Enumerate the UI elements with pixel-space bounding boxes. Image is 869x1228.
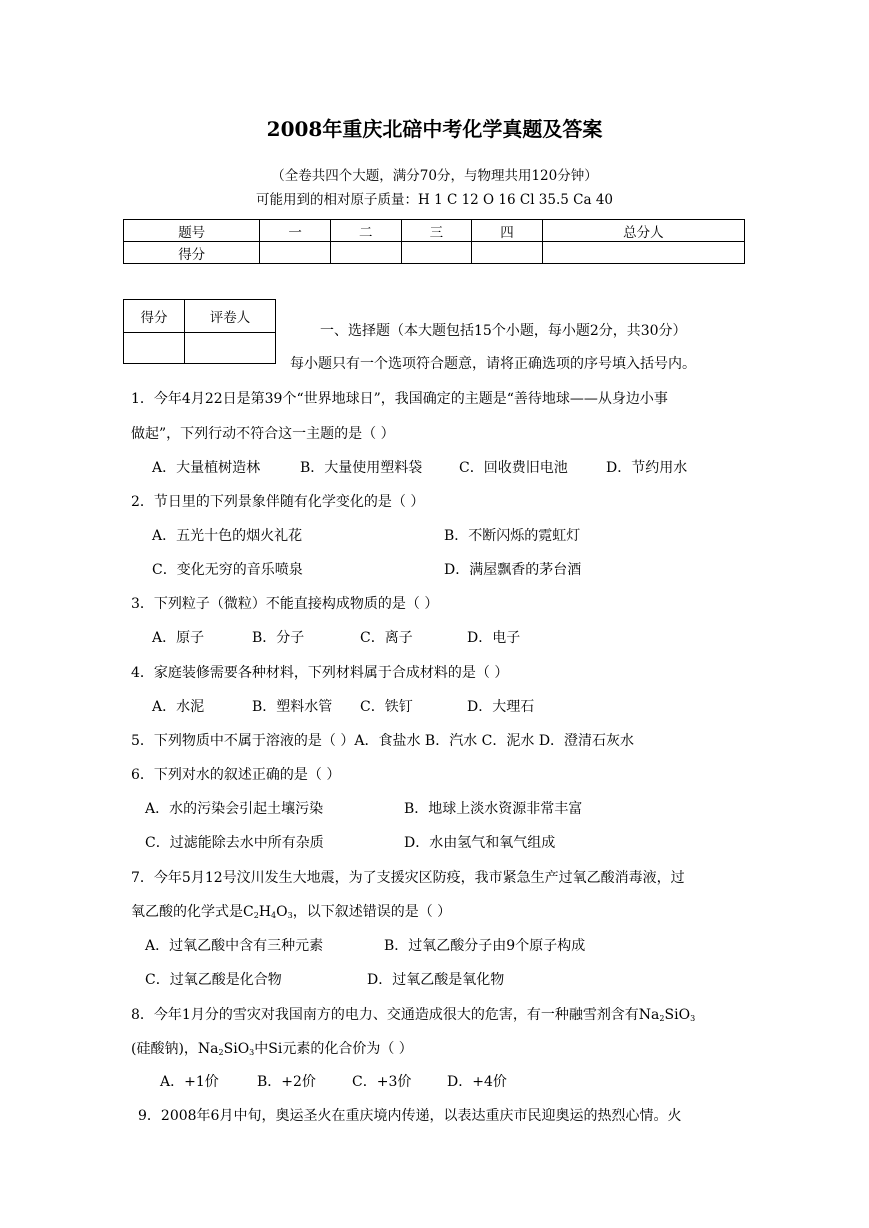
question-3-option-a: A．原子 (152, 630, 205, 646)
question-8-option-b: B．+2价 (257, 1074, 316, 1090)
question-3-option-c: C．离子 (360, 630, 413, 646)
score-header-cell: 三 (401, 220, 472, 242)
question-6-stem: 6．下列对水的叙述正确的是（ ） (131, 767, 341, 783)
question-8-text-after-formula: 中Si元素的化合价为（ ） (254, 1041, 413, 1057)
grader-score-cell (124, 333, 185, 364)
question-5-stem: 5．下列物质中不属于溶液的是（ ）A．食盐水 B．汽水 C．泥水 D．澄清石灰水 (131, 733, 635, 749)
question-6-option-a: A．水的污染会引起土壤污染 (145, 801, 324, 817)
score-cell (542, 242, 744, 264)
question-3-option-b: B．分子 (252, 630, 305, 646)
page-title: 2008年重庆北碚中考化学真题及答案 (266, 117, 603, 141)
question-7-text-before-formula: 氧乙酸的化学式是C (131, 904, 254, 920)
formula-element: H (258, 904, 272, 920)
question-4-option-b: B．塑料水管 (252, 699, 333, 715)
formula-element: SiO (223, 1041, 250, 1057)
question-7-option-d: D．过氧乙酸是氧化物 (367, 972, 505, 988)
score-header-cell: 四 (472, 220, 543, 242)
formula-subscript: 2 (253, 911, 259, 920)
question-2-stem: 2．节日里的下列景象伴随有化学变化的是（ ） (131, 494, 425, 510)
question-7-option-b: B．过氧乙酸分子由9个原子构成 (384, 938, 586, 954)
grader-score-label: 得分 (124, 300, 185, 333)
question-8-text-before-formula: (硅酸钠)，Na (131, 1041, 219, 1057)
question-1-option-a: A．大量植树造林 (152, 460, 261, 476)
question-7-line-2 (131, 901, 451, 921)
question-8-text-before-formula: 8．今年1月分的雪灾对我国南方的电力、交通造成很大的危害，有一种融雪剂含有Na (131, 1007, 660, 1023)
exam-info: （全卷共四个大题，满分70分，与物理共用120分钟） (271, 168, 598, 184)
formula-subscript: 3 (690, 1014, 696, 1023)
question-2-option-d: D．满屋飘香的茅台酒 (444, 562, 582, 578)
question-8-option-c: C．+3价 (352, 1074, 412, 1090)
score-header-cell: 总分人 (542, 220, 744, 242)
grader-table (123, 299, 276, 364)
score-header-cell: 一 (260, 220, 331, 242)
score-table (123, 219, 745, 264)
formula-element: O (276, 904, 288, 920)
question-2-option-a: A．五光十色的烟火礼花 (152, 528, 303, 544)
question-8-option-a: A．+1价 (160, 1074, 219, 1090)
question-8-line-1 (131, 1004, 695, 1024)
atomic-masses: 可能用到的相对原子质量：H 1 C 12 O 16 Cl 35.5 Ca 40 (256, 192, 613, 208)
question-1-line-1: 1．今年4月22日是第39个“世界地球日”，我国确定的主题是“善待地球——从身边小事 (131, 391, 668, 407)
question-1-option-d: D．节约用水 (606, 460, 688, 476)
formula-subscript: 2 (218, 1048, 224, 1057)
score-cell (472, 242, 543, 264)
grader-name-label: 评卷人 (185, 300, 276, 333)
score-cell (260, 242, 331, 264)
question-7-option-a: A．过氧乙酸中含有三种元素 (145, 938, 324, 954)
question-8-option-d: D．+4价 (447, 1074, 507, 1090)
question-2-option-c: C．变化无穷的音乐喷泉 (152, 562, 303, 578)
score-table-header-row (124, 220, 745, 242)
question-4-stem: 4．家庭装修需要各种材料，下列材料属于合成材料的是（ ） (131, 665, 509, 681)
section-heading: 一、选择题（本大题包括15个小题，每小题2分，共30分） (320, 323, 687, 339)
question-6-option-d: D．水由氢气和氧气组成 (404, 835, 556, 851)
score-header-cell: 题号 (124, 220, 260, 242)
question-6-option-c: C．过滤能除去水中所有杂质 (145, 835, 324, 851)
formula-subscript: 3 (287, 911, 293, 920)
formula-subscript: 4 (271, 911, 277, 920)
question-4-option-d: D．大理石 (467, 699, 535, 715)
score-cell (401, 242, 472, 264)
score-cell (330, 242, 401, 264)
question-3-stem: 3．下列粒子（微粒）不能直接构成物质的是（ ） (131, 596, 439, 612)
question-7-option-c: C．过氧乙酸是化合物 (145, 972, 282, 988)
section-instruction: 每小题只有一个选项符合题意，请将正确选项的序号填入括号内。 (290, 356, 696, 372)
formula-subscript: 2 (659, 1014, 665, 1023)
question-6-option-b: B．地球上淡水资源非常丰富 (404, 801, 583, 817)
question-7-line-1: 7．今年5月12号汶川发生大地震，为了支援灾区防疫，我市紧急生产过氧乙酸消毒液，过 (131, 870, 685, 886)
question-1-line-2: 做起”，下列行动不符合这一主题的是（ ） (131, 426, 395, 442)
question-2-option-b: B．不断闪烁的霓虹灯 (444, 528, 581, 544)
score-header-cell: 二 (330, 220, 401, 242)
question-3-option-d: D．电子 (467, 630, 521, 646)
grader-name-cell (185, 333, 276, 364)
question-7-text-after-formula: ，以下叙述错误的是（ ） (292, 904, 452, 920)
question-9-line-1: 9．2008年6月中旬，奥运圣火在重庆境内传递，以表达重庆市民迎奥运的热烈心情。火 (138, 1108, 682, 1124)
score-table-row (124, 242, 745, 264)
question-4-option-c: C．铁钉 (360, 699, 413, 715)
question-8-line-2 (131, 1038, 413, 1058)
score-row-label: 得分 (124, 242, 260, 264)
question-4-option-a: A．水泥 (152, 699, 205, 715)
question-1-option-c: C．回收费旧电池 (459, 460, 568, 476)
question-1-option-b: B．大量使用塑料袋 (300, 460, 423, 476)
formula-subscript: 3 (249, 1048, 255, 1057)
formula-element: SiO (664, 1007, 691, 1023)
